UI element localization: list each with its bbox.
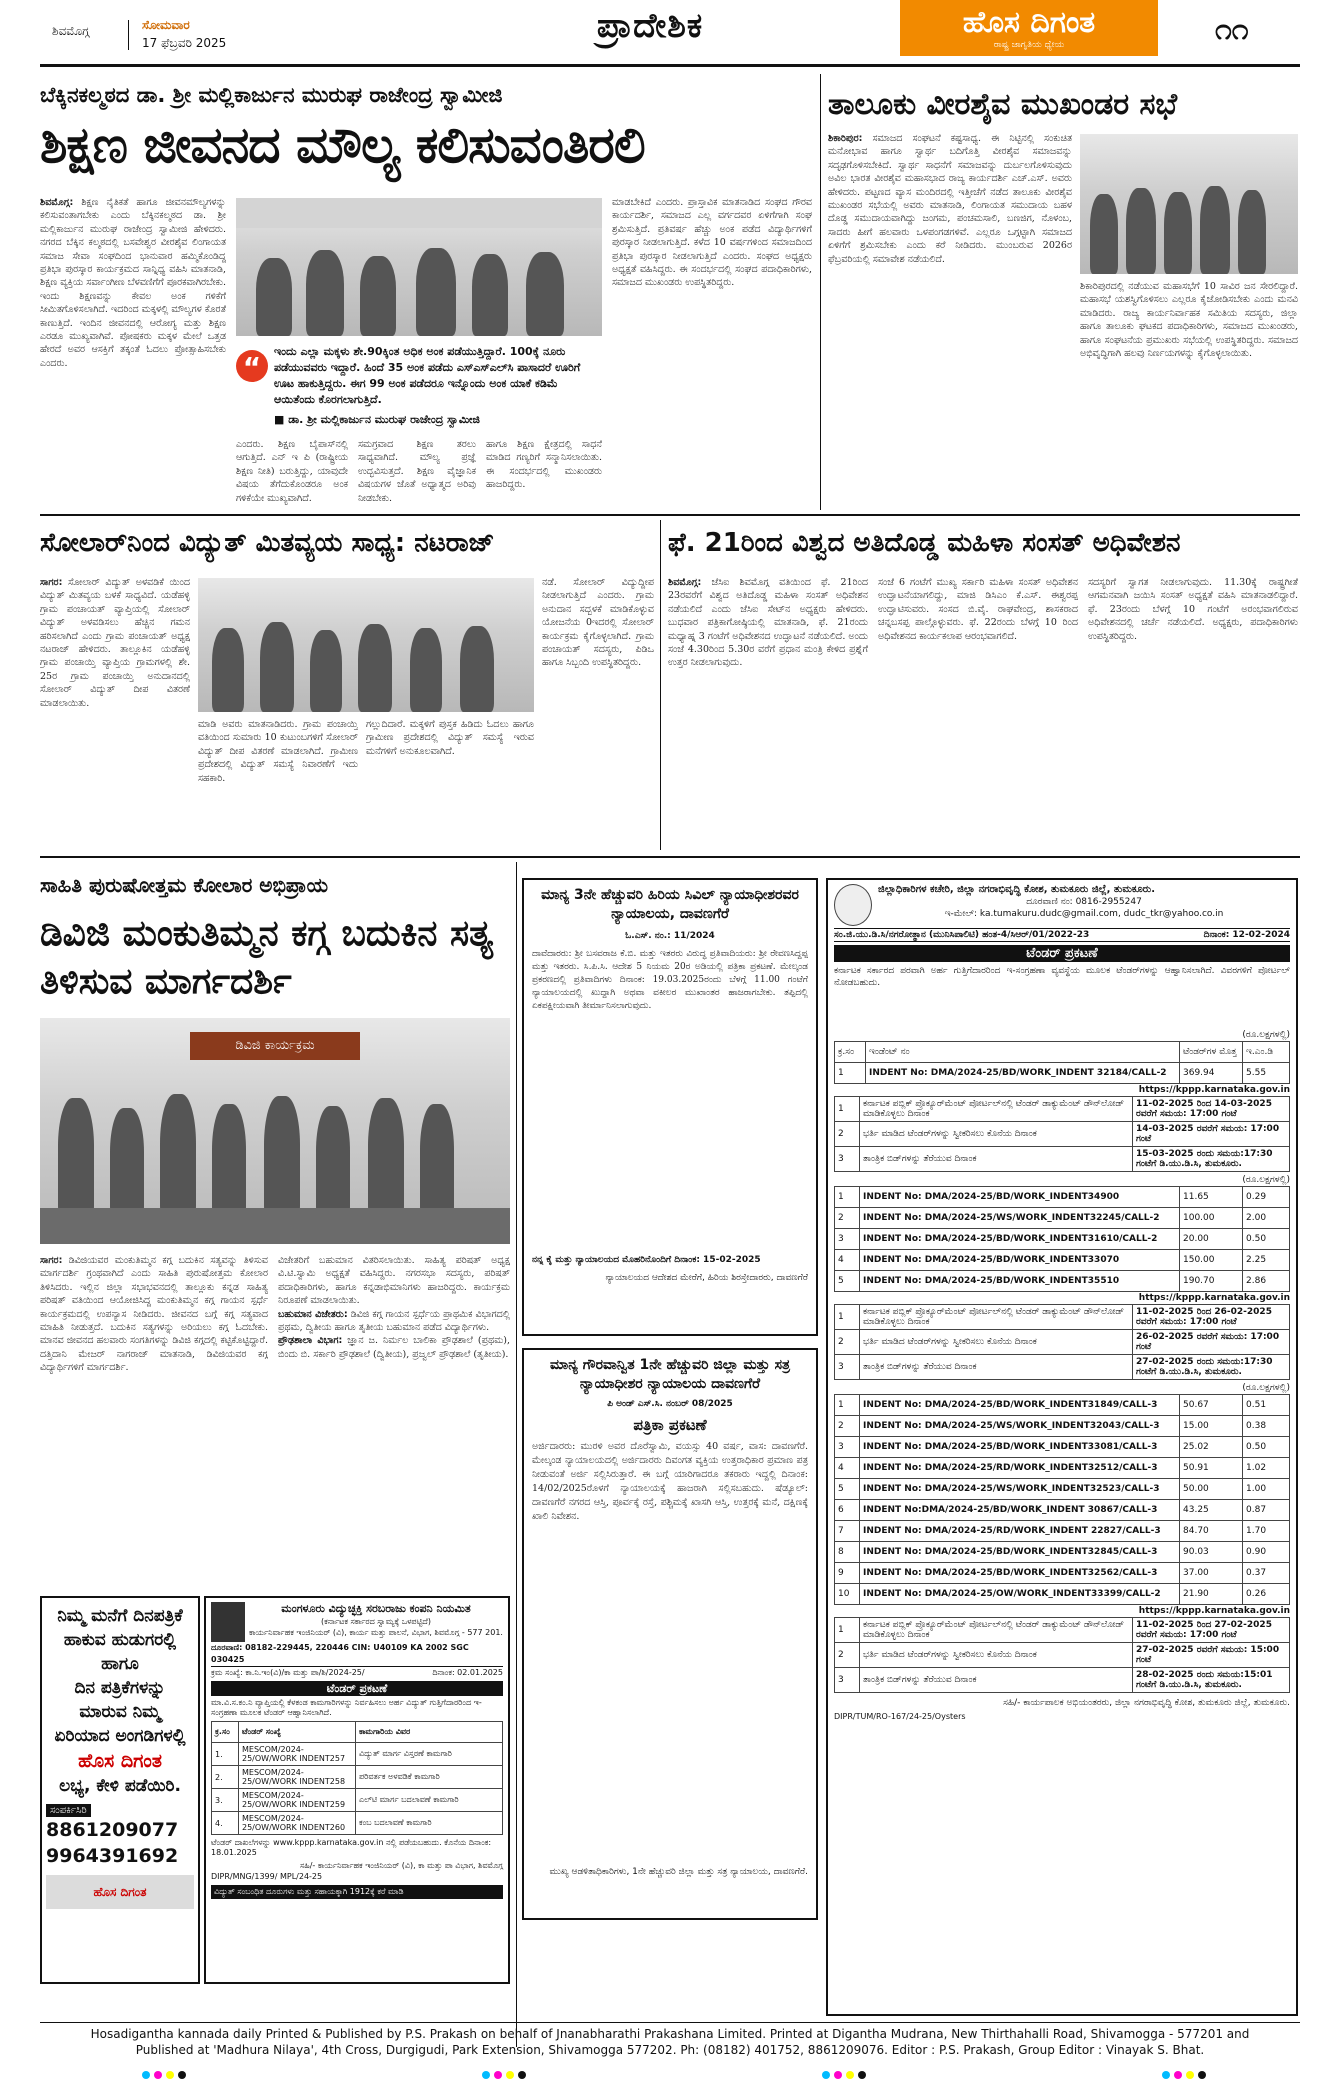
table-cell: 2 <box>835 1416 860 1437</box>
ad-line-7: ಲಭ್ಯ, ಕೇಳಿ ಪಡೆಯಿರಿ. <box>59 1776 181 1796</box>
story3-col2: ಮಾಡಿ ಅವರು ಮಾತನಾಡಿದರು. ಗ್ರಾಮ ಪಂಚಾಯ್ತಿ ವತಿಯಿಂದ ಸುಮಾರು 10 ಕುಟುಂಬಗಳಿಗೆ ಸೋಲಾರ್ ವಿದ್ಯುತ್ ದೀಪ ವಿತರಣೆ ಮಾಡಲಾಗಿದೆ. ಗ್ರಾಮೀಣ ಪ್ರದೇಶದಲ್ಲಿ ವಿದ್ಯುತ್ ಸಮಸ್ಯೆ ನಿವಾರಣೆಗೆ ಇದು ಸಹಕಾರಿ. <box>198 719 358 784</box>
table-cell: 190.70 <box>1180 1271 1243 1292</box>
table-cell: 0.29 <box>1243 1187 1290 1208</box>
table-row: 1 INDENT No: DMA/2024-25/BD/WORK_INDENT 32184/CALL-2 369.94 5.55 <box>835 1063 1290 1084</box>
table-row <box>212 1789 503 1812</box>
table-row <box>835 1643 1290 1668</box>
table-cell: 2 <box>835 1643 860 1668</box>
story1-col1: ಶಿವಮೊಗ್ಗ: ಶಿಕ್ಷಣ ನೈತಿಕತೆ ಹಾಗೂ ಜೀವನಮೌಲ್ಯಗಳನ್ನು ಕಲಿಸುವಂತಾಗಬೇಕು ಎಂದು ಬೆಕ್ಕಿನಕಲ್ಮಠದ ಡಾ. ಶ್ರೀ ಮಲ್ಲಿಕಾರ್ಜುನ ಮುರುಘ ರಾಜೇಂದ್ರ ಸ್ವಾಮೀಜಿ ಹೇಳಿದರು. ನಗರದ ಬೆಕ್ಕಿನ ಕಲ್ಮಠದಲ್ಲಿ ಬಸವೇಶ್ವರ ವೀರಶೈವ ಲಿಂಗಾಯತ ಸಮಾಜ ಸೇವಾ ಸಂಘದಿಂದ ಭಾನುವಾರ ಹಮ್ಮಿಕೊಂಡಿದ್ದ ಪ್ರತಿಭಾ ಪುರಸ್ಕಾರ ಕಾರ್ಯಕ್ರಮದ ಸಾನ್ನಿಧ್ಯ ವಹಿಸಿ ಮಾತನಾಡಿ, ಶಿಕ್ಷಣ ವ್ಯಕ್ತಿಯ ಸರ್ವಾಂಗೀಣ ಬೆಳವಣಿಗೆಗೆ ಪೂರಕವಾಗಿರಬೇಕು. ಇಂದು ಶಿಕ್ಷಣವನ್ನು ಕೇವಲ ಅಂಕ ಗಳಿಕೆಗೆ ಸೀಮಿತಗೊಳಿಸಲಾಗಿದೆ. ಇದರಿಂದ ಮಕ್ಕಳಲ್ಲಿ ಮೌಲ್ಯಗಳ ಕೊರತೆ ಕಾಣುತ್ತಿದೆ. ಇಂದಿನ ಜೀವನದಲ್ಲಿ ಆರೋಗ್ಯ ಮತ್ತು ಶಿಕ್ಷಣ ಎರಡೂ ಮುಖ್ಯವಾಗಿವೆ. ಪೋಷಕರು ಮಕ್ಕಳ ಮೇಲೆ ಒತ್ತಡ ಹೇರದೆ ಅವರ ಆಸಕ್ತಿಗೆ ತಕ್ಕಂತೆ ಓದಲು ಪ್ರೋತ್ಸಾಹಿಸಬೇಕು ಎಂದರು. <box>40 197 226 369</box>
court-notice-2 <box>522 1348 818 1920</box>
ad-line-3: ಹಾಗೂ <box>101 1654 139 1674</box>
story2-dateline: ಶಿಕಾರಿಪುರ: <box>828 133 863 144</box>
paper-tagline: ರಾಷ್ಟ್ರ ಜಾಗೃತಿಯ ಧ್ಯೇಯ <box>993 40 1065 50</box>
registration-marks <box>1160 2064 1208 2083</box>
story4-col2: ಸಂಜೆ 6 ಗಂಟೆಗೆ ಮುಖ್ಯ ಸರ್ಕಾರಿ ಮಹಿಳಾ ಸಂಸತ್ ಅಧಿವೇಶನ ಉದ್ಘಾಟನೆಯಾಗಲಿದ್ದು, ಮಾಜಿ ಡಿಸಿಎಂ ಕೆ.ಎಸ್. ಈಶ್ವರಪ್ಪ ಉದ್ಘಾಟಿಸುವರು. ಸಂಸದ ಬಿ.ವೈ. ರಾಘವೇಂದ್ರ, ಶಾಸಕರಾದ ಚನ್ನಬಸಪ್ಪ ಪಾಲ್ಗೊಳ್ಳುವರು. ಫೆ. 22ರಂದು ಬೆಳಗ್ಗೆ 10 ರಿಂದ ಅಧಿವೇಶನದ ಕಾರ್ಯಕಲಾಪ ಆರಂಭವಾಗಲಿದೆ. <box>878 577 1078 642</box>
mescom-table <box>211 1721 503 1835</box>
story3-col1: ಸಾಗರ: ಸೋಲಾರ್ ವಿದ್ಯುತ್ ಅಳವಡಿಕೆ ಯಿಂದ ವಿದ್ಯುತ್ ಮಿತವ್ಯಯ ಬಳಕೆ ಸಾಧ್ಯವಿದೆ. ಯಡೆಹಳ್ಳಿ ಗ್ರಾಮ ಪಂಚಾಯತ್ ವ್ಯಾಪ್ತಿಯಲ್ಲಿ ಸೋಲಾರ್ ವಿದ್ಯುತ್ ಅಳವಡಿಸಲು ಹೆಚ್ಚಿನ ಗಮನ ಹರಿಸಲಾಗಿದೆ ಎಂದು ಗ್ರಾಮ ಪಂಚಾಯತ್ ಅಧ್ಯಕ್ಷ ನಟರಾಜ್ ಹೇಳಿದರು. ತಾಲ್ಲೂಕಿನ ಯಡೆಹಳ್ಳಿ ಗ್ರಾಮ ಪಂಚಾಯ್ತಿ ವ್ಯಾಪ್ತಿಯ ಗ್ರಾಮಗಳಲ್ಲಿ ಶೇ. 25ರ ಗ್ರಾಮ ಪಂಚಾಯ್ತಿ ಅನುದಾನದಲ್ಲಿ ಸೋಲಾರ್ ವಿದ್ಯುತ್ ದೀಪ ವಿತರಣೆ ಮಾಡಲಾಯಿತು. <box>40 577 190 709</box>
mescom-title: ಟೆಂಡರ್ ಪ್ರಕಟಣೆ <box>211 1681 503 1696</box>
table-row <box>835 1147 1290 1172</box>
table-cell: 4 <box>835 1458 860 1479</box>
table-row <box>835 1618 1290 1643</box>
table-cell: ಭರ್ತಿ ಮಾಡಿದ ಟೆಂಡರ್‌ಗಳನ್ನು ಸ್ವೀಕರಿಸಲು ಕೊನೆಯ ದಿನಾಂಕ <box>860 1643 1133 1668</box>
tender-ref-date: ದಿನಾಂಕ: 12-02-2024 <box>1203 930 1290 940</box>
story3-dateline: ಸಾಗರ: <box>40 577 63 588</box>
pull-quote-source: ■ ಡಾ. ಶ್ರೀ ಮಲ್ಲಿಕಾರ್ಜುನ ಮುರುಘ ರಾಜೇಂದ್ರ ಸ್ವಾಮೀಜಿ <box>274 413 480 426</box>
tender-dates-2 <box>834 1304 1290 1380</box>
story3-col4: ನಡೆ. ಸೋಲಾರ್ ವಿದ್ಯುದ್ದೀಪ ನೀಡಲಾಗುತ್ತಿದೆ ಎಂದರು. ಗ್ರಾಮ ಅನುದಾನ ಸದ್ಬಳಕೆ ಮಾಡಿಕೊಳ್ಳುವ ಯೋಜನೆಯ 0ಇದರಲ್ಲಿ ಸೋಲಾರ್ ಕಾರ್ಯಕ್ರಮ ಕೈಗೊಳ್ಳಲಾಗಿದೆ. ಗ್ರಾಮ ಪಂಚಾಯತ್ ಸದಸ್ಯರು, ಪಿಡಿಒ ಹಾಗೂ ಸಿಬ್ಬಂದಿ ಉಪಸ್ಥಿತರಿದ್ದರು. <box>542 577 654 669</box>
table-cell: 15-03-2025 ರಂದು ಸಮಯ:17:30 ಗಂಟೆಗೆ ಡಿ.ಯು.ಡಿ.ಸಿ, ತುಮಕೂರು. <box>1133 1147 1290 1172</box>
header-date: 17 ಫೆಬ್ರವರಿ 2025 <box>142 36 227 50</box>
table-row <box>835 1437 1290 1458</box>
story1-headline: ಶಿಕ್ಷಣ ಜೀವನದ ಮೌಲ್ಯ ಕಲಿಸುವಂತಿರಲಿ <box>40 116 645 174</box>
table-cell: ಕರ್ನಾಟಕ ಪಬ್ಲಿಕ್ ಪ್ರೊಕ್ಯೂರ್‌ಮೆಂಟ್ ಪೋರ್ಟಲ್‌ನಲ್ಲಿ ಟೆಂಡರ್ ಡಾಕ್ಯುಮೆಂಟ್ ಡೌನ್‌ಲೋಡ್ ಮಾಡಿಕೊಳ್ಳಲು ದಿನಾಂಕ <box>860 1305 1133 1330</box>
table-cell: 8 <box>835 1542 860 1563</box>
table-cell: 11-02-2025 ರಿಂದ 26-02-2025 ರವರೆಗೆ ಸಮಯ: 17:00 ಗಂಟೆ <box>1133 1305 1290 1330</box>
table-cell: 3 <box>835 1147 860 1172</box>
quote-mark-icon: “ <box>236 350 268 382</box>
table-cell: 0.26 <box>1243 1584 1290 1605</box>
table-cell: INDENT No: DMA/2024-25/BD/WORK_INDENT33081/CALL-3 <box>860 1437 1180 1458</box>
story4-dateline: ಶಿವಮೊಗ್ಗ: <box>668 577 702 588</box>
mescom-footer-note: ಟೆಂಡರ್ ದಾಖಲೆಗಳನ್ನು www.kppp.karnataka.gov.in ನಲ್ಲಿ ಪಡೆಯಬಹುದು. ಕೊನೆಯ ದಿನಾಂಕ: 18.01.2025 <box>211 1838 492 1857</box>
table-header-cell: ಕಾಮಗಾರಿಯ ವಿವರ <box>356 1722 503 1743</box>
header-rule <box>40 64 1300 67</box>
ad-line-1: ನಿಮ್ಮ ಮನೆಗೆ ದಿನಪತ್ರಿಕೆ <box>57 1606 183 1626</box>
table-cell: 1. <box>212 1743 239 1766</box>
mescom-ref: ಕ್ರಮ ಸಂಖ್ಯೆ: ಕಾ.ನಿ.ಇಂ(ವಿ)/ಕಾ ಮತ್ತು ಪಾ/ಶಿ/2024-25/ <box>211 1668 365 1677</box>
table-cell: ಕಂಬ ಬದಲಾವಣೆ ಕಾಮಗಾರಿ <box>356 1812 503 1835</box>
story-veerashaiva <box>828 72 1298 510</box>
table-cell: INDENT No: DMA/2024-25/BD/WORK_INDENT31610/CALL-2 <box>860 1229 1180 1250</box>
house-ad <box>40 1596 200 1984</box>
winners-title-2: ಪ್ರೌಢಶಾಲಾ ವಿಭಾಗ: <box>278 1335 343 1347</box>
table-cell: INDENT No: DMA/2024-25/BD/WORK_INDENT31849/CALL-3 <box>860 1395 1180 1416</box>
table-cell: 1.00 <box>1243 1479 1290 1500</box>
table-cell: 3 <box>835 1437 860 1458</box>
table-cell: INDENT No: DMA/2024-25/BD/WORK_INDENT32562/CALL-3 <box>860 1563 1180 1584</box>
story-dvg <box>40 862 510 1588</box>
table-row <box>835 1250 1290 1271</box>
header-day: ಸೋಮವಾರ <box>142 18 190 32</box>
table-cell: 4 <box>835 1250 860 1271</box>
table-row <box>835 1458 1290 1479</box>
table-row <box>835 1563 1290 1584</box>
table-cell: 11.65 <box>1180 1187 1243 1208</box>
story1-col2: ಮಾಡಬೇಕಿದೆ ಎಂದರು. ಪ್ರಾಸ್ತಾವಿಕ ಮಾತನಾಡಿದ ಸಂಘದ ಗೌರವ ಕಾರ್ಯದರ್ಶಿ, ಸಮಾಜದ ಎಲ್ಲ ವರ್ಗದವರ ಏಳಿಗೆಗಾಗಿ ಸಂಘ ಶ್ರಮಿಸುತ್ತಿದೆ. ಪ್ರತಿವರ್ಷ ಹೆಚ್ಚು ಅಂಕ ಪಡೆದ ವಿದ್ಯಾರ್ಥಿಗಳಿಗೆ ಪುರಸ್ಕಾರ ನೀಡಲಾಗುತ್ತಿದೆ. ಕಳೆದ 10 ವರ್ಷಗಳಿಂದ ಸಮಾಜದಿಂದ ಪ್ರತಿಭಾ ಪುರಸ್ಕಾರ ನೀಡಲಾಗುತ್ತಿದೆ ಎಂದರು. ಸಂಘದ ಅಧ್ಯಕ್ಷರು ಅಧ್ಯಕ್ಷತೆ ವಹಿಸಿದ್ದರು. ಈ ಸಂದರ್ಭದಲ್ಲಿ ಸಂಘದ ಪದಾಧಿಕಾರಿಗಳು, ಸಮಾಜದ ಮುಖಂಡರು ಉಪಸ್ಥಿತರಿದ್ದರು. <box>612 197 812 289</box>
tender-unit: (ರೂ.ಲಕ್ಷಗಳಲ್ಲಿ) <box>1242 1030 1290 1040</box>
table-row <box>835 1542 1290 1563</box>
table-cell: 0.50 <box>1243 1229 1290 1250</box>
table-row <box>835 1668 1290 1693</box>
story1-col5: ಹಾಗೂ ಶಿಕ್ಷಣ ಕ್ಷೇತ್ರದಲ್ಲಿ ಸಾಧನೆ ಮಾಡಿದ ಗಣ್ಯರಿಗೆ ಸನ್ಮಾನಿಸಲಾಯಿತು. ಈ ಸಂದರ್ಭದಲ್ಲಿ ಮುಖಂಡರು ಹಾಜರಿದ್ದರು. <box>486 439 602 491</box>
govt-emblem-icon <box>834 884 872 926</box>
table-cell: 27-02-2025 ರವರೆಗೆ ಸಮಯ: 15:00 ಗಂಟೆ <box>1133 1643 1290 1668</box>
section-title: ಪ್ರಾದೇಶಿಕ <box>596 6 704 46</box>
table-row <box>835 1355 1290 1380</box>
court-notice-1 <box>522 878 818 1336</box>
table-header-cell: ಕ್ರ.ಸಂ <box>212 1722 239 1743</box>
table-cell: 1 <box>835 1097 860 1122</box>
tender-tumakuru: ಜಿಲ್ಲಾಧಿಕಾರಿಗಳ ಕಚೇರಿ, ಜಿಲ್ಲಾ ನಗರಾಭಿವೃದ್ಧಿ ಕೋಶ, ತುಮಕೂರು ಜಿಲ್ಲೆ, ತುಮಕೂರು. ದೂರವಾಣಿ ನಂ: 0816-2955247 ಇ-ಮೇಲ್: ka.tumakuru.dudc@gmail.com, dudc_tkr@yahoo.co.in ಸಂ.ಜಿ.ಯು.ಡಿ.ಸಿ/ನಗರೋತ್ಥಾನ (ಮುನಿಸಿಪಾಲಿಟಿ) ಹಂತ-4/ಸಿಆರ್/01/2022-23 ದಿನಾಂಕ: 12-02-2024 ಟೆಂಡರ್ ಪ್ರಕಟಣೆ ಕರ್ನಾಟಕ ಸರ್ಕಾರದ ಪರವಾಗಿ ಅರ್ಹ ಗುತ್ತಿಗೆದಾರರಿಂದ ಇ-ಸಂಗ್ರಹಣಾ ವ್ಯವಸ್ಥೆಯ ಮೂಲಕ ಟೆಂಡರ್‌ಗಳನ್ನು ಆಹ್ವಾನಿಸಲಾಗಿದೆ. ವಿವರಗಳಿಗೆ ಪೋರ್ಟಲ್ ನೋಡಬಹುದು. (ರೂ.ಲಕ್ಷಗಳಲ್ಲಿ) ಕ್ರ.ಸಂ ಇಂಡೆಂಟ್ ನಂ ಟೆಂಡರ್‌ಗಳ ಮೊತ್ತ ಇ.ಎಂ.ಡಿ 1 INDENT No: DMA/2024-25/BD/WORK_INDENT 32184/CALL-2 369.94 5.55 https://kppp.karnataka.gov.in 1 ಕರ್ನಾಟಕ ಪಬ್ಲಿಕ್ ಪ್ರೊಕ್ಯೂರ್‌ಮೆಂಟ್ ಪೋರ್ಟಲ್‌ನಲ್ಲಿ ಟೆಂಡರ್ ಡಾಕ್ಯುಮೆಂಟ್ ಡೌನ್‌ಲೋಡ್ ಮಾಡಿಕೊಳ್ಳಲು ದಿನಾಂಕ 11-02-2025 ರಿಂದ 14-03-2025 ರವರೆಗೆ ಸಮಯ: 17:00 ಗಂಟೆ 2 ಭರ್ತಿ ಮಾಡಿದ ಟೆಂಡರ್‌ಗಳನ್ನು ಸ್ವೀಕರಿಸಲು ಕೊನೆಯ ದಿನಾಂಕ 14-03-2025 ರವರೆಗೆ ಸಮಯ: 17:00 ಗಂಟೆ 3 ತಾಂತ್ರಿಕ ಬಿಡ್‌ಗಳನ್ನು ತೆರೆಯುವ ದಿನಾಂಕ 15-03-2025 ರಂದು ಸಮಯ:17:30 ಗಂಟೆಗೆ ಡಿ.ಯು.ಡಿ.ಸಿ, ತುಮಕೂರು. (ರೂ.ಲಕ್ಷಗಳಲ್ಲಿ) 1 INDENT No: DMA/2024-25/BD/WORK_INDENT34900 11.65 0.29 2 INDENT No: DMA/2024-25/WS/WORK_INDENT32245/CALL-2 100.00 2.00 3 INDENT No: DMA/2024-25/BD/WORK_INDENT31610/CALL-2 20.00 0.50 4 INDENT No: DMA/2024-25/BD/WORK_INDENT33070 150.00 2.25 5 INDENT No: DMA/2024-25/BD/WORK_INDENT35510 190.70 2.86 https://kppp.karnataka.gov.in 1 ಕರ್ನಾಟಕ ಪಬ್ಲಿಕ್ ಪ್ರೊಕ್ಯೂರ್‌ಮೆಂಟ್ ಪೋರ್ಟಲ್‌ನಲ್ಲಿ ಟೆಂಡರ್ ಡಾಕ್ಯುಮೆಂಟ್ ಡೌನ್‌ಲೋಡ್ ಮಾಡಿಕೊಳ್ಳಲು ದಿನಾಂಕ 11-02-2025 ರಿಂದ 26-02-2025 ರವರೆಗೆ ಸಮಯ: 17:00 ಗಂಟೆ 2 ಭರ್ತಿ ಮಾಡಿದ ಟೆಂಡರ್‌ಗಳನ್ನು ಸ್ವೀಕರಿಸಲು ಕೊನೆಯ ದಿನಾಂಕ 26-02-2025 ರವರೆಗೆ ಸಮಯ: 17:00 ಗಂಟೆ 3 ತಾಂತ್ರಿಕ ಬಿಡ್‌ಗಳನ್ನು ತೆರೆಯುವ ದಿನಾಂಕ 27-02-2025 ರಂದು ಸಮಯ:17:30 ಗಂಟೆಗೆ ಡಿ.ಯು.ಡಿ.ಸಿ, ತುಮಕೂರು. (ರೂ.ಲಕ್ಷಗಳಲ್ಲಿ) 1 INDENT No: DMA/2024-25/BD/WORK_INDENT31849/CALL-3 50.67 0.51 2 INDENT No: DMA/2024-25/WS/WORK_INDENT32043/CALL-3 15.00 0.38 3 INDENT No: DMA/2024-25/BD/WORK_INDENT33081/CALL-3 25.02 0.50 4 INDENT No: DMA/2024-25/RD/WORK_INDENT32512/CALL-3 50.91 1.02 5 INDENT No: DMA/2024-25/WS/WORK_INDENT32523/CALL-3 50.00 1.00 6 INDENT No:DMA/2024-25/BD/WORK_INDENT 30867/CALL-3 43.25 0.87 7 INDENT No: DMA/2024-25/RD/WORK_INDENT 22827/CALL-3 84.70 1.70 8 INDENT No: DMA/2024-25/BD/WORK_INDENT32845/CALL-3 90.03 0.90 9 INDENT No: DMA/2024-25/BD/WORK_INDENT32562/CALL-3 37.00 0.37 10 INDENT No: DMA/2024-25/OW/WORK_INDENT33399/CALL-2 21.90 0.26 https://kppp.karnataka.gov.in 1 ಕರ್ನಾಟಕ ಪಬ್ಲಿಕ್ ಪ್ರೊಕ್ಯೂರ್‌ಮೆಂಟ್ ಪೋರ್ಟಲ್‌ನಲ್ಲಿ ಟೆಂಡರ್ ಡಾಕ್ಯುಮೆಂಟ್ ಡೌನ್‌ಲೋಡ್ ಮಾಡಿಕೊಳ್ಳಲು ದಿನಾಂಕ 11-02-2025 ರಿಂದ 27-02-2025 ರವರೆಗೆ ಸಮಯ: 17:00 ಗಂಟೆ 2 ಭರ್ತಿ ಮಾಡಿದ ಟೆಂಡರ್‌ಗಳನ್ನು ಸ್ವೀಕರಿಸಲು ಕೊನೆಯ ದಿನಾಂಕ 27-02-2025 ರವರೆಗೆ ಸಮಯ: 15:00 ಗಂಟೆ 3 ತಾಂತ್ರಿಕ ಬಿಡ್‌ಗಳನ್ನು ತೆರೆಯುವ ದಿನಾಂಕ 28-02-2025 ರಂದು ಸಮಯ:15:01 ಗಂಟೆಗೆ ಡಿ.ಯು.ಡಿ.ಸಿ, ತುಮಕೂರು. ಸಹಿ/- ಕಾರ್ಯಪಾಲಕ ಅಭಿಯಂತರರು, ಜಿಲ್ಲಾ ನಗರಾಭಿವೃದ್ಧಿ ಕೋಶ, ತುಮಕೂರು ಜಿಲ್ಲೆ, ತುಮಕೂರು. DIPR/TUM/RO-167/24-25/Oysters <box>826 878 1298 2016</box>
winners-title-1: ಬಹುಮಾನ ವಿಜೇತರು: <box>278 1308 348 1320</box>
table-row <box>835 1208 1290 1229</box>
table-header-cell: ಟೆಂಡರ್ ಸಂಖ್ಯೆ <box>239 1722 356 1743</box>
ad-line-2: ಹಾಕುವ ಹುಡುಗರಲ್ಲಿ <box>63 1630 177 1650</box>
table-cell: 2.00 <box>1243 1208 1290 1229</box>
table-cell: INDENT No: DMA/2024-25/BD/WORK_INDENT34900 <box>860 1187 1180 1208</box>
story1-dateline: ಶಿವಮೊಗ್ಗ: <box>40 197 74 208</box>
mescom-helpline: ವಿದ್ಯುತ್ ಸಂಬಂಧಿತ ದೂರುಗಳು ಮತ್ತು ಸಹಾಯಕ್ಕಾಗಿ 1912ಕ್ಕೆ ಕರೆ ಮಾಡಿ <box>211 1885 503 1899</box>
table-row <box>835 1416 1290 1437</box>
tender-phone: ದೂರವಾಣಿ ನಂ: 0816-2955247 <box>1026 897 1142 907</box>
table-cell: 0.51 <box>1243 1395 1290 1416</box>
photo-banner: ಡಿವಿಜಿ ಕಾರ್ಯಕ್ರಮ <box>190 1032 360 1060</box>
table-cell: 2 <box>835 1122 860 1147</box>
mescom-logo-icon <box>211 1602 245 1642</box>
notice1-body: ದಾವೆದಾರರು: ಶ್ರೀ ಬಸವರಾಜ ಕೆ.ಬಿ. ಮತ್ತು ಇತರರು ವಿರುದ್ಧ ಪ್ರತಿವಾದಿಯರು: ಶ್ರೀ ರೇವಣಸಿದ್ದಪ್ಪ ಮತ್ತು ಇತರರು. ಸಿ.ಪಿ.ಸಿ. ಆದೇಶ 5 ನಿಯಮ 20ರ ಅಡಿಯಲ್ಲಿ ಪತ್ರಿಕಾ ಪ್ರಕಟಣೆ. ಮೇಲ್ಕಂಡ ಪ್ರಕರಣದಲ್ಲಿ ಪ್ರತಿವಾದಿಗಳು ದಿನಾಂಕ: 19.03.2025ರಂದು ಬೆಳಗ್ಗೆ 11.00 ಗಂಟೆಗೆ ನ್ಯಾಯಾಲಯದಲ್ಲಿ ಖುದ್ದಾಗಿ ಅಥವಾ ವಕೀಲರ ಮುಖಾಂತರ ಹಾಜರಾಗಬೇಕು. ತಪ್ಪಿದಲ್ಲಿ ಏಕಪಕ್ಷೀಯವಾಗಿ ತೀರ್ಮಾನಿಸಲಾಗುವುದು. <box>532 949 808 1011</box>
story1-col3: ಎಂದರು. ಶಿಕ್ಷಣ ಬೈಪಾಸ್‌ನಲ್ಲಿ ಆಗುತ್ತಿದೆ. ಎನ್ ಇ ಪಿ (ರಾಷ್ಟ್ರೀಯ ಶಿಕ್ಷಣ ನೀತಿ) ಬರುತ್ತಿದ್ದು, ಯಾವುದೇ ವಿಷಯ ತೆಗೆದುಕೊಂಡರೂ ಅಂಕ ಗಳಿಕೆಯೇ ಮುಖ್ಯವಾಗಿದೆ. <box>236 439 348 504</box>
table-cell: INDENT No: DMA/2024-25/WS/WORK_INDENT32043/CALL-3 <box>860 1416 1180 1437</box>
tender-intro: ಕರ್ನಾಟಕ ಸರ್ಕಾರದ ಪರವಾಗಿ ಅರ್ಹ ಗುತ್ತಿಗೆದಾರರಿಂದ ಇ-ಸಂಗ್ರಹಣಾ ವ್ಯವಸ್ಥೆಯ ಮೂಲಕ ಟೆಂಡರ್‌ಗಳನ್ನು ಆಹ್ವಾನಿಸಲಾಗಿದೆ. ವಿವರಗಳಿಗೆ ಪೋರ್ಟಲ್ ನೋಡಬಹುದು. <box>834 966 1290 988</box>
table-cell: 11-02-2025 ರಿಂದ 27-02-2025 ರವರೆಗೆ ಸಮಯ: 17:00 ಗಂಟೆ <box>1133 1618 1290 1643</box>
ad-contact-label: ಸಂಪರ್ಕಿಸಿರಿ <box>46 1804 91 1817</box>
table-row <box>835 1584 1290 1605</box>
table-cell: 0.38 <box>1243 1416 1290 1437</box>
table-cell: 11-02-2025 ರಿಂದ 14-03-2025 ರವರೆಗೆ ಸಮಯ: 17:00 ಗಂಟೆ <box>1133 1097 1290 1122</box>
table-cell: ಭರ್ತಿ ಮಾಡಿದ ಟೆಂಡರ್‌ಗಳನ್ನು ಸ್ವೀಕರಿಸಲು ಕೊನೆಯ ದಿನಾಂಕ <box>860 1122 1133 1147</box>
table-cell: 9 <box>835 1563 860 1584</box>
ad-line-4: ದಿನ ಪತ್ರಿಕೆಗಳನ್ನು <box>74 1678 166 1698</box>
table-cell: 14-03-2025 ರವರೆಗೆ ಸಮಯ: 17:00 ಗಂಟೆ <box>1133 1122 1290 1147</box>
ad-footer-strip <box>46 1875 194 1909</box>
ad-phone-2: 9964391692 <box>46 1845 179 1867</box>
table-cell: 3 <box>835 1355 860 1380</box>
table-row <box>835 1479 1290 1500</box>
table-cell: 0.37 <box>1243 1563 1290 1584</box>
paper-name: ಹೊಸ ದಿಗಂತ <box>962 5 1096 40</box>
story1-col4: ಸಮಗ್ರವಾದ ಶಿಕ್ಷಣ ತರಲು ಸಾಧ್ಯವಾಗಿದೆ. ಮೌಲ್ಯ ಪ್ರಜ್ಞೆ ಉದ್ಭವಿಸುತ್ತದೆ. ಶಿಕ್ಷಣ ವೈಜ್ಞಾನಿಕ ವಿಷಯಗಳ ಜೊತೆ ಅಧ್ಯಾತ್ಮದ ಅರಿವು ನೀಡಬೇಕು. <box>358 439 476 504</box>
table-row <box>835 1122 1290 1147</box>
notice2-sign: ಮುಖ್ಯ ಆಡಳಿತಾಧಿಕಾರಿಗಳು, 1ನೇ ಹೆಚ್ಚುವರಿ ಜಿಲ್ಲಾ ಮತ್ತು ಸತ್ರ ನ್ಯಾಯಾಲಯ, ದಾವಣಗೆರೆ. <box>549 1867 808 1877</box>
table-cell: 21.90 <box>1180 1584 1243 1605</box>
table-row <box>835 1229 1290 1250</box>
mescom-dipr: DIPR/MNG/1399/ MPL/24-25 <box>211 1872 323 1881</box>
tender-dipr: DIPR/TUM/RO-167/24-25/Oysters <box>834 1712 966 1721</box>
table-cell: ಎಲ್‌ಟಿ ಮಾರ್ಗ ಬದಲಾವಣೆ ಕಾಮಗಾರಿ <box>356 1789 503 1812</box>
table-cell: MESCOM/2024-25/OW/WORK INDENT257 <box>239 1743 356 1766</box>
table-cell: 1.02 <box>1243 1458 1290 1479</box>
story-education <box>40 72 812 510</box>
table-row <box>835 1330 1290 1355</box>
ad-footer-brand: ಹೊಸ ದಿಗಂತ <box>93 1884 147 1899</box>
story3-headline: ಸೋಲಾರ್‌ನಿಂದ ವಿದ್ಯುತ್ ಮಿತವ್ಯಯ ಸಾಧ್ಯ: ನಟರಾಜ್ <box>40 528 495 558</box>
mescom-addr: ಕಾರ್ಯನಿರ್ವಾಹಕ ಇಂಜಿನಿಯರ್ (ವಿ), ಕಾರ್ಯ ಮತ್ತು ಪಾಲನೆ, ವಿಭಾಗ, ಶಿವಮೊಗ್ಗ - 577 201. <box>249 1628 503 1637</box>
table-cell: 1.70 <box>1243 1521 1290 1542</box>
table-cell: ಪರಿವರ್ತಕ ಅಳವಡಿಕೆ ಕಾಮಗಾರಿ <box>356 1766 503 1789</box>
table-cell: 2.86 <box>1243 1271 1290 1292</box>
story4-col1: ಶಿವಮೊಗ್ಗ: ಜೆಸಿಐ ಶಿವಮೊಗ್ಗ ವತಿಯಿಂದ ಫೆ. 21ರಿಂದ 23ರವರೆಗೆ ವಿಶ್ವದ ಅತಿದೊಡ್ಡ ಮಹಿಳಾ ಸಂಸತ್ ಅಧಿವೇಶನ ನಡೆಯಲಿದೆ ಎಂದು ಜೆಸಿಐ ಸೇಟ್‌ನ ಅಧ್ಯಕ್ಷರು ಹೇಳಿದರು. ಬುಧವಾರ ಪತ್ರಿಕಾಗೋಷ್ಠಿಯಲ್ಲಿ ಮಾತನಾಡಿ, ಫೆ. 21ರಂದು ಮಧ್ಯಾಹ್ನ 3 ಗಂಟೆಗೆ ಅಧಿವೇಶನದ ಉದ್ಘಾಟನೆ ನಡೆಯಲಿದೆ. ಅಂದು ಸಂಜೆ 4.30ರಿಂದ 5.30ರ ವರೆಗೆ ಪ್ರಧಾನ ಮಂತ್ರಿ ಕೇಳಿದ ಪ್ರಶ್ನೆಗೆ ಉತ್ತರ ನೀಡಲಾಗುವುದು. <box>668 577 868 669</box>
story5-photo <box>40 1018 510 1244</box>
story5-kicker: ಸಾಹಿತಿ ಪುರುಷೋತ್ತಮ ಕೋಲಾರ ಅಭಿಪ್ರಾಯ <box>40 873 329 897</box>
table-cell: 100.00 <box>1180 1208 1243 1229</box>
story-women-parliament <box>668 518 1298 850</box>
notice2-sub: ಪತ್ರಿಕಾ ಪ್ರಕಟಣೆ <box>633 1416 707 1434</box>
table-row <box>835 1500 1290 1521</box>
table-cell: INDENT No: DMA/2024-25/RD/WORK_INDENT 22827/CALL-3 <box>860 1521 1180 1542</box>
table-cell: 5 <box>835 1271 860 1292</box>
table-cell: INDENT No: DMA/2024-25/BD/WORK_INDENT32845/CALL-3 <box>860 1542 1180 1563</box>
notice1-case: ಓ.ಎಸ್. ನಂ.: 11/2024 <box>625 931 715 941</box>
table-cell: 1 <box>835 1618 860 1643</box>
table-cell: 150.00 <box>1180 1250 1243 1271</box>
table-cell: 26-02-2025 ರವರೆಗೆ ಸಮಯ: 17:00 ಗಂಟೆ <box>1133 1330 1290 1355</box>
table-cell: 50.91 <box>1180 1458 1243 1479</box>
tender-dates-1 <box>834 1096 1290 1172</box>
table-cell: 1 <box>835 1305 860 1330</box>
tender-ref: ಸಂ.ಜಿ.ಯು.ಡಿ.ಸಿ/ನಗರೋತ್ಥಾನ (ಮುನಿಸಿಪಾಲಿಟಿ) ಹಂತ-4/ಸಿಆರ್/01/2022-23 <box>834 930 1090 940</box>
story1-kicker: ಬೆಕ್ಕಿನಕಲ್ಮಠದ ಡಾ. ಶ್ರೀ ಮಲ್ಲಿಕಾರ್ಜುನ ಮುರುಘ ರಾಜೇಂದ್ರ ಸ್ವಾಮೀಜಿ <box>40 83 503 107</box>
story4-col3: ಸದಸ್ಯರಿಗೆ ಸ್ವಾಗತ ನೀಡಲಾಗುವುದು. 11.30ಕ್ಕೆ ರಾಷ್ಟ್ರಗೀತೆ ಆಗಮನವಾಗಿ ಜಯಿಸಿ ಸಂಸತ್ ಅಧ್ಯಕ್ಷತೆ ವಹಿಸಿ ಮಾತನಾಡಲಿದ್ದಾರೆ. ಫೆ. 23ರಂದು ಬೆಳಗ್ಗೆ 10 ಗಂಟೆಗೆ ಅರಂಭವಾಗಲಿರುವ ಅಧಿವೇಶನದಲ್ಲಿ ಚರ್ಚೆ ನಡೆಯಲಿದೆ. ಅಧ್ಯಕ್ಷರು, ಪದಾಧಿಕಾರಿಗಳು ಉಪಸ್ಥಿತರಿದ್ದರು. <box>1088 577 1298 642</box>
table-cell: 0.90 <box>1243 1542 1290 1563</box>
portal-link-3[interactable]: https://kppp.karnataka.gov.in <box>1138 1606 1290 1616</box>
story5-col1: ಸಾಗರ: ಡಿವಿಜಿಯವರ ಮಂಕುತಿಮ್ಮನ ಕಗ್ಗ ಬದುಕಿನ ಸತ್ಯವನ್ನು ತಿಳಿಸುವ ಮಾರ್ಗದರ್ಶಿ ಗ್ರಂಥವಾಗಿದೆ ಎಂದು ಸಾಹಿತಿ ಪುರುಷೋತ್ತಮ ಕೋಲಾರ ತಿಳಿಸಿದರು. ಇಲ್ಲಿನ ಜಿಲ್ಲಾ ಸಭಾಭವನದಲ್ಲಿ ತಾಲ್ಲೂಕು ಕನ್ನಡ ಸಾಹಿತ್ಯ ಪರಿಷತ್ ವತಿಯಿಂದ ಆಯೋಜಿಸಿದ್ದ ಮಂಕುತಿಮ್ಮನ ಕಗ್ಗ ಗಾಯನ ಸ್ಪರ್ಧೆ ಕಾರ್ಯಕ್ರಮದಲ್ಲಿ ಉಪನ್ಯಾಸ ನೀಡಿದರು. ಜೀವನದ ಬಗ್ಗೆ ಕಗ್ಗ ಸತ್ಯವಾದ ಮಾಹಿತಿ ನೀಡುತ್ತದೆ. ಬದುಕಿನ ಸತ್ಯಗಳನ್ನು ಅರಿಯಲು ಕಗ್ಗ ಓದಬೇಕು. ಮಾನವ ಜೀವನದ ಹಲವಾರು ಸಂಗತಿಗಳನ್ನು ಡಿವಿಜಿ ಕಗ್ಗದಲ್ಲಿ ಕಟ್ಟಿಕೊಟ್ಟಿದ್ದಾರೆ. ದತ್ತಿದಾನಿ ಮೇಜರ್ ನಾಗರಾಜ್ ಮಾತನಾಡಿ, ಡಿವಿಜಿಯವರ ಕಗ್ಗ ವಿದ್ಯಾರ್ಥಿಗಳಿಗೆ ಮಾರ್ಗದರ್ಶಿ. <box>40 1255 268 1374</box>
table-cell: 50.00 <box>1180 1479 1243 1500</box>
notice2-case: ಪಿ ಅಂಡ್ ಎಸ್.ಸಿ. ನಂಬರ್ 08/2025 <box>607 1399 733 1409</box>
ad-line-5: ಮಾರುವ ನಿಮ್ಮ <box>79 1702 161 1722</box>
story5-col2: ವಿಜೇತರಿಗೆ ಬಹುಮಾನ ವಿತರಿಸಲಾಯಿತು. ಸಾಹಿತ್ಯ ಪರಿಷತ್ ಅಧ್ಯಕ್ಷ ವಿ.ಟಿ.ಸ್ವಾಮಿ ಅಧ್ಯಕ್ಷತೆ ವಹಿಸಿದ್ದರು. ನಗರಸಭಾ ಸದಸ್ಯರು, ಪರಿಷತ್ ಪದಾಧಿಕಾರಿಗಳು, ಹಾಗೂ ಕನ್ನಡಾಭಿಮಾನಿಗಳು ಹಾಜರಿದ್ದರು. ಕಾರ್ಯಕ್ರಮ ನಿರೂಪಣೆ ಮಾಡಲಾಯಿತು. ಬಹುಮಾನ ವಿಜೇತರು: ಡಿವಿಜಿ ಕಗ್ಗ ಗಾಯನ ಸ್ಪರ್ಧೆಯ ಪ್ರಾಥಮಿಕ ವಿಭಾಗದಲ್ಲಿ ಪ್ರಥಮ, ದ್ವಿತೀಯ ಹಾಗೂ ತೃತೀಯ ಬಹುಮಾನ ಪಡೆದ ವಿದ್ಯಾರ್ಥಿಗಳು. ಪ್ರೌಢಶಾಲಾ ವಿಭಾಗ: ಜ್ಞಾನ ಜ. ನಿರ್ಮಲ ಬಾಲಿಕಾ ಪ್ರೌಢಶಾಲೆ (ಪ್ರಥಮ), ಬಿಂದು ಬಿ. ಸರ್ಕಾರಿ ಪ್ರೌಢಶಾಲೆ (ದ್ವಿತೀಯ), ಪ್ರಜ್ವಲ್ ಪ್ರೌಢಶಾಲೆ (ತೃತೀಯ). <box>278 1255 510 1360</box>
story1-photo <box>236 198 602 336</box>
table-cell: INDENT No: DMA/2024-25/RD/WORK_INDENT32512/CALL-3 <box>860 1458 1180 1479</box>
table-cell: MESCOM/2024-25/OW/WORK INDENT259 <box>239 1789 356 1812</box>
registration-marks <box>480 2064 528 2083</box>
table-cell: INDENT No: DMA/2024-25/WS/WORK_INDENT32523/CALL-3 <box>860 1479 1180 1500</box>
tender-table-1 <box>834 1041 1290 1084</box>
ad-phone-1: 8861209077 <box>46 1819 179 1841</box>
mescom-phone: ದೂರವಾಣಿ: 08182-229445, 220446 CIN: U40109 KA 2002 SGC 030425 <box>211 1642 503 1667</box>
tender-mescom <box>204 1596 510 1984</box>
table-cell: MESCOM/2024-25/OW/WORK INDENT260 <box>239 1812 356 1835</box>
portal-link-2[interactable]: https://kppp.karnataka.gov.in <box>1138 1293 1290 1303</box>
mescom-intro: ಮಾ.ವಿ.ಸ.ಕಂ.ನಿ ವ್ಯಾಪ್ತಿಯಲ್ಲಿ ಕೆಳಕಂಡ ಕಾಮಗಾರಿಗಳನ್ನು ನಿರ್ವಹಿಸಲು ಅರ್ಹ ವಿದ್ಯುತ್ ಗುತ್ತಿಗೆದಾರರಿಂದ ಇ-ಸಂಗ್ರಹಣಾ ಮೂಲಕ ಟೆಂಡರ್ ಆಹ್ವಾನಿಸಲಾಗಿದೆ. <box>211 1698 482 1717</box>
masthead <box>0 0 1338 64</box>
table-row <box>212 1812 503 1835</box>
ad-brand-logo: ಹೊಸ ದಿಗಂತ <box>78 1750 162 1772</box>
table-cell: 3 <box>835 1668 860 1693</box>
table-cell: ಕರ್ನಾಟಕ ಪಬ್ಲಿಕ್ ಪ್ರೊಕ್ಯೂರ್‌ಮೆಂಟ್ ಪೋರ್ಟಲ್‌ನಲ್ಲಿ ಟೆಂಡರ್ ಡಾಕ್ಯುಮೆಂಟ್ ಡೌನ್‌ಲೋಡ್ ಮಾಡಿಕೊಳ್ಳಲು ದಿನಾಂಕ <box>860 1097 1133 1122</box>
table-cell: ತಾಂತ್ರಿಕ ಬಿಡ್‌ಗಳನ್ನು ತೆರೆಯುವ ದಿನಾಂಕ <box>860 1355 1133 1380</box>
table-cell: 7 <box>835 1521 860 1542</box>
table-cell: 2 <box>835 1330 860 1355</box>
tender-email: ಇ-ಮೇಲ್: ka.tumakuru.dudc@gmail.com, dudc_tkr@yahoo.co.in <box>944 909 1224 919</box>
table-cell: 37.00 <box>1180 1563 1243 1584</box>
table-cell: 84.70 <box>1180 1521 1243 1542</box>
story3-photo <box>198 578 534 712</box>
notice2-body: ಅರ್ಜಿದಾರರು: ಮುರಳಿ ಅವರ ದೊರೆಸ್ವಾಮಿ, ವಯಸ್ಸು 40 ವರ್ಷ, ವಾಸ: ದಾವಣಗೆರೆ. ಮೇಲ್ಕಂಡ ನ್ಯಾಯಾಲಯದಲ್ಲಿ ಅರ್ಜಿದಾರರು ದಿವಂಗತ ವ್ಯಕ್ತಿಯ ಉತ್ತರಾಧಿಕಾರ ಪ್ರಮಾಣ ಪತ್ರ ನೀಡುವಂತೆ ಅರ್ಜಿ ಸಲ್ಲಿಸಿರುತ್ತಾರೆ. ಈ ಬಗ್ಗೆ ಯಾರಿಗಾದರೂ ತಕರಾರು ಇದ್ದಲ್ಲಿ ದಿನಾಂಕ: 14/02/2025ರೊಳಗೆ ನ್ಯಾಯಾಲಯಕ್ಕೆ ಹಾಜರಾಗಿ ಸಲ್ಲಿಸಬಹುದು. ಷೆಡ್ಯೂಲ್: ದಾವಣಗೆರೆ ನಗರದ ಆಸ್ತಿ, ಪೂರ್ವಕ್ಕೆ ರಸ್ತೆ, ಪಶ್ಚಿಮಕ್ಕೆ ಖಾಸಗಿ ಆಸ್ತಿ, ಉತ್ತರಕ್ಕೆ ಮನೆ, ದಕ್ಷಿಣಕ್ಕೆ ಖಾಲಿ ನಿವೇಶನ. <box>532 1441 808 1522</box>
table-cell: 20.00 <box>1180 1229 1243 1250</box>
story5-dateline: ಸಾಗರ: <box>40 1255 63 1266</box>
table-cell: 10 <box>835 1584 860 1605</box>
tender-table-2 <box>834 1186 1290 1292</box>
table-cell: INDENT No:DMA/2024-25/BD/WORK_INDENT 30867/CALL-3 <box>860 1500 1180 1521</box>
table-cell: ಭರ್ತಿ ಮಾಡಿದ ಟೆಂಡರ್‌ಗಳನ್ನು ಸ್ವೀಕರಿಸಲು ಕೊನೆಯ ದಿನಾಂಕ <box>860 1330 1133 1355</box>
pull-quote-text: ಇಂದು ಎಲ್ಲಾ ಮಕ್ಕಳು ಶೇ.90ಕ್ಕಿಂತ ಅಧಿಕ ಅಂಕ ಪಡೆಯುತ್ತಿದ್ದಾರೆ. 100ಕ್ಕೆ ನೂರು ಪಡೆಯುವವರು ಇದ್ದಾರೆ. ಹಿಂದೆ 35 ಅಂಕ ಪಡೆದು ಎಸ್‌ಎಸ್‌ಎಲ್‌ಸಿ ಪಾಸಾದರೆ ಊರಿಗೆ ಊಟ ಹಾಕುತ್ತಿದ್ದರು. ಈಗ 99 ಅಂಕ ಪಡೆದರೂ ಇನ್ನೊಂದು ಅಂಕ ಯಾಕೆ ಕಡಿಮೆ ಆಯಿತೆಂದು ಕೊರಗಲಾಗುತ್ತಿದೆ. <box>274 345 581 406</box>
table-row <box>835 1395 1290 1416</box>
table-cell: 25.02 <box>1180 1437 1243 1458</box>
ad-line-6: ಏರಿಯಾದ ಅಂಗಡಿಗಳಲ್ಲಿ <box>54 1726 186 1746</box>
story2-photo <box>1080 134 1298 274</box>
table-cell: 27-02-2025 ರಂದು ಸಮಯ:17:30 ಗಂಟೆಗೆ ಡಿ.ಯು.ಡಿ.ಸಿ, ತುಮಕೂರು. <box>1133 1355 1290 1380</box>
table-row <box>835 1271 1290 1292</box>
table-cell: ತಾಂತ್ರಿಕ ಬಿಡ್‌ಗಳನ್ನು ತೆರೆಯುವ ದಿನಾಂಕ <box>860 1668 1133 1693</box>
story2-col1: ಶಿಕಾರಿಪುರ: ಸಮಾಜದ ಸಂಘಟನೆ ಕಷ್ಟಸಾಧ್ಯ. ಈ ನಿಟ್ಟಿನಲ್ಲಿ ಸಂಕುಚಿತ ಮನೋಭಾವ ಹಾಗೂ ಸ್ವಾರ್ಥ ಬದಿಗೊತ್ತಿ ವೀರಶೈವ ಸಮಾಜವನ್ನು ಸದೃಢಗೊಳಿಸಬೇಕಿದೆ. ಸ್ವಾರ್ಥ ಸಾಧನೆಗೆ ಸಮಾಜವನ್ನು ದುರ್ಬಲಗೊಳಿಸುವುದು ಅವಿಲ ಭಾರತ ವೀರಶೈವ ಮಹಾಸಭಾದ ರಾಜ್ಯ ಕಾರ್ಯದರ್ಶಿ ಎಚ್.ಎಸ್. ಅವರು ಹೇಳಿದರು. ಪಟ್ಟಣದ ವ್ಯಾಸ ಮಂದಿರದಲ್ಲಿ ಇತ್ತೀಚೆಗೆ ನಡೆದ ತಾಲೂಕು ವೀರಶೈವ ಮುಖಂಡರ ಸಭೆಯಲ್ಲಿ ಅವರು ಮಾತನಾಡಿ, ಲಿಂಗಾಯತ ಸಮುದಾಯ ಬಹಳ ದೊಡ್ಡ ಸಮುದಾಯವಾಗಿದ್ದು ಜಂಗಮ, ಪಂಚಮಸಾಲಿ, ಬಣಜಿಗ, ನೊಳಂಬ, ಸಾದರು ಹೀಗೆ ಹಲವಾರು ಒಳಪಂಗಡಗಳಿವೆ. ಎಲ್ಲರೂ ಒಗ್ಗಟ್ಟಾಗಿ ಸಮಾಜದ ಏಳಿಗೆಗೆ ಶ್ರಮಿಸಬೇಕು ಎಂದು ಕರೆ ನೀಡಿದರು. ಮುಂಬರುವ 2026ರ ಫೆಬ್ರವರಿಯಲ್ಲಿ ಸಮಾವೇಶ ನಡೆಯಲಿದೆ. <box>828 133 1072 265</box>
table-cell: 6 <box>835 1500 860 1521</box>
table-cell: 3. <box>212 1789 239 1812</box>
table-row <box>835 1305 1290 1330</box>
notice2-title: ಮಾನ್ಯ ಗೌರವಾನ್ವಿತ 1ನೇ ಹೆಚ್ಚುವರಿ ಜಿಲ್ಲಾ ಮತ್ತು ಸತ್ರ ನ್ಯಾಯಾಧೀಶರ ನ್ಯಾಯಾಲಯ ದಾವಣಗೆರೆ <box>549 1357 791 1392</box>
story4-headline: ಫೆ. 21ರಿಂದ ವಿಶ್ವದ ಅತಿದೊಡ್ಡ ಮಹಿಳಾ ಸಂಸತ್ ಅಧಿವೇಶನ <box>668 528 1181 558</box>
story3-col3: ಗಲ್ಲುದಿದಾರೆ. ಮಕ್ಕಳಿಗೆ ಪುಸ್ತಕ ಹಿಡಿದು ಓದಲು ಹಾಗೂ ಗ್ರಾಮೀಣ ಪ್ರದೇಶದಲ್ಲಿ ವಿದ್ಯುತ್ ಸಮಸ್ಯೆ ಇರುವ ಮನೆಗಳಿಗೆ ಅನುಕೂಲವಾಗಿದೆ. <box>366 719 534 757</box>
table-cell: INDENT No: DMA/2024-25/WS/WORK_INDENT32245/CALL-2 <box>860 1208 1180 1229</box>
table-cell: 1 <box>835 1395 860 1416</box>
table-header <box>212 1722 503 1743</box>
table-row <box>212 1743 503 1766</box>
table-cell: 4. <box>212 1812 239 1835</box>
table-cell: INDENT No: DMA/2024-25/BD/WORK_INDENT35510 <box>860 1271 1180 1292</box>
registration-marks <box>140 2064 188 2083</box>
table-cell: INDENT No: DMA/2024-25/OW/WORK_INDENT33399/CALL-2 <box>860 1584 1180 1605</box>
table-header: ಕ್ರ.ಸಂ ಇಂಡೆಂಟ್ ನಂ ಟೆಂಡರ್‌ಗಳ ಮೊತ್ತ ಇ.ಎಂ.ಡಿ <box>835 1042 1290 1063</box>
table-cell: 5 <box>835 1479 860 1500</box>
table-cell: ವಿದ್ಯುತ್ ಮಾರ್ಗ ವಿಸ್ತರಣೆ ಕಾಮಗಾರಿ <box>356 1743 503 1766</box>
mescom-sign: ಸಹಿ/- ಕಾರ್ಯನಿರ್ವಾಹಕ ಇಂಜಿನಿಯರ್ (ವಿ), ಕಾ ಮತ್ತು ಪಾ ವಿಭಾಗ, ಶಿವಮೊಗ್ಗ <box>299 1861 503 1870</box>
page-number: ೧೧ <box>1215 12 1249 47</box>
paper-logo <box>900 0 1158 56</box>
notice1-title: ಮಾನ್ಯ 3ನೇ ಹೆಚ್ಚುವರಿ ಹಿರಿಯ ಸಿವಿಲ್ ನ್ಯಾಯಾಧೀಶರವರ ನ್ಯಾಯಾಲಯ, ದಾವಣಗೆರೆ <box>541 887 799 922</box>
table-cell: 15.00 <box>1180 1416 1243 1437</box>
table-cell: ತಾಂತ್ರಿಕ ಬಿಡ್‌ಗಳನ್ನು ತೆರೆಯುವ ದಿನಾಂಕ <box>860 1147 1133 1172</box>
story-solar <box>40 518 654 850</box>
portal-link-1[interactable]: https://kppp.karnataka.gov.in <box>1138 1085 1290 1095</box>
table-cell: MESCOM/2024-25/OW/WORK INDENT258 <box>239 1766 356 1789</box>
table-cell: 43.25 <box>1180 1500 1243 1521</box>
tender-dates-3 <box>834 1617 1290 1693</box>
notice1-sign: ನ್ಯಾಯಾಲಯದ ಆದೇಶದ ಮೇರೆಗೆ, ಹಿರಿಯ ಶಿರಸ್ತೇದಾರರು, ದಾವಣಗೆರೆ <box>605 1273 808 1283</box>
mescom-ref-date: ದಿನಾಂಕ: 02.01.2025 <box>432 1668 503 1677</box>
table-cell: 2. <box>212 1766 239 1789</box>
table-cell: 0.87 <box>1243 1500 1290 1521</box>
table-cell: 28-02-2025 ರಂದು ಸಮಯ:15:01 ಗಂಟೆಗೆ ಡಿ.ಯು.ಡಿ.ಸಿ, ತುಮಕೂರು. <box>1133 1668 1290 1693</box>
story1-pullquote <box>236 344 602 430</box>
print-line: Hosadigantha kannada daily Printed & Published by P.S. Prakash on behalf of Jnanabharathi Prakashana Limited. Printed at Digantha Mudrana, New Thirthahalli Road, Shivamogga - 577201 and Published at 'Madhura Nilaya', 4th Cross, Durgigudi, Park Extension, Shivamogga 577202. Ph: (08182) 401752, 8861209076. Editor : P.S. Prakash, Group Editor : Vinayak S. Bhat. <box>90 2027 1250 2057</box>
table-cell: 3 <box>835 1229 860 1250</box>
table-row <box>835 1097 1290 1122</box>
table-cell: 1 <box>835 1187 860 1208</box>
tender-table-3 <box>834 1394 1290 1605</box>
table-row <box>212 1766 503 1789</box>
tender-title: ಟೆಂಡರ್ ಪ್ರಕಟಣೆ <box>834 945 1290 962</box>
mescom-org: ಮಂಗಳೂರು ವಿದ್ಯುಚ್ಛಕ್ತಿ ಸರಬರಾಜು ಕಂಪನಿ ನಿಯಮಿತ <box>281 1602 471 1615</box>
mescom-sub: (ಕರ್ನಾಟಕ ಸರ್ಕಾರದ ಸ್ವಾಮ್ಯಕ್ಕೆ ಒಳಪಟ್ಟಿದೆ) <box>321 1617 431 1626</box>
header-location: ಶಿವಮೊಗ್ಗ <box>52 24 90 38</box>
table-cell: 2 <box>835 1208 860 1229</box>
story2-col2: ಶಿಕಾರಿಪುರದಲ್ಲಿ ನಡೆಯುವ ಮಹಾಸಭೆಗೆ 10 ಸಾವಿರ ಜನ ಸೇರಲಿದ್ದಾರೆ. ಮಹಾಸಭೆ ಯಶಸ್ವಿಗೊಳಿಸಲು ಎಲ್ಲರೂ ಕೈಜೋಡಿಸಬೇಕು ಎಂದು ಮನವಿ ಮಾಡಿದರು. ರಾಜ್ಯ ಕಾರ್ಯನಿರ್ವಾಹಕ ಸಮಿತಿಯ ಸದಸ್ಯರು, ಜಿಲ್ಲಾ ಹಾಗೂ ತಾಲೂಕು ಘಟಕದ ಪದಾಧಿಕಾರಿಗಳು, ಸಮಾಜದ ಮುಖಂಡರು, ಹಾಗೂ ಸಂಘಟನೆಯ ಪ್ರಮುಖರು ಸಭೆಯಲ್ಲಿ ಉಪಸ್ಥಿತರಿದ್ದರು. ಸಮಾಜದ ಅಭಿವೃದ್ಧಿಗಾಗಿ ಹಲವು ನಿರ್ಣಯಗಳನ್ನು ಕೈಗೊಳ್ಳಲಾಯಿತು. <box>1080 281 1298 360</box>
table-cell: 2.25 <box>1243 1250 1290 1271</box>
story5-headline: ಡಿವಿಜಿ ಮಂಕುತಿಮ್ಮನ ಕಗ್ಗ ಬದುಕಿನ ಸತ್ಯ ತಿಳಿಸುವ ಮಾರ್ಗದರ್ಶಿ <box>40 913 494 1002</box>
tender-footer: ಸಹಿ/- ಕಾರ್ಯಪಾಲಕ ಅಭಿಯಂತರರು, ಜಿಲ್ಲಾ ನಗರಾಭಿವೃದ್ಧಿ ಕೋಶ, ತುಮಕೂರು ಜಿಲ್ಲೆ, ತುಮಕೂರು. <box>1003 1698 1290 1708</box>
notice1-date: ನನ್ನ ಕೈ ಮತ್ತು ನ್ಯಾಯಾಲಯದ ಮೊಹರಿನೊಂದಿಗೆ ದಿನಾಂಕ: 15-02-2025 <box>532 1255 761 1265</box>
story2-headline: ತಾಲೂಕು ವೀರಶೈವ ಮುಖಂಡರ ಸಭೆ <box>828 87 1178 122</box>
table-cell: ಕರ್ನಾಟಕ ಪಬ್ಲಿಕ್ ಪ್ರೊಕ್ಯೂರ್‌ಮೆಂಟ್ ಪೋರ್ಟಲ್‌ನಲ್ಲಿ ಟೆಂಡರ್ ಡಾಕ್ಯುಮೆಂಟ್ ಡೌನ್‌ಲೋಡ್ ಮಾಡಿಕೊಳ್ಳಲು ದಿನಾಂಕ <box>860 1618 1133 1643</box>
table-row <box>835 1521 1290 1542</box>
table-cell: INDENT No: DMA/2024-25/BD/WORK_INDENT33070 <box>860 1250 1180 1271</box>
tender-office: ಜಿಲ್ಲಾಧಿಕಾರಿಗಳ ಕಚೇರಿ, ಜಿಲ್ಲಾ ನಗರಾಭಿವೃದ್ಧಿ ಕೋಶ, ತುಮಕೂರು ಜಿಲ್ಲೆ, ತುಮಕೂರು. <box>878 884 1156 895</box>
registration-marks <box>820 2064 868 2083</box>
table-row <box>835 1187 1290 1208</box>
table-cell: 0.50 <box>1243 1437 1290 1458</box>
table-cell: 90.03 <box>1180 1542 1243 1563</box>
table-cell: 50.67 <box>1180 1395 1243 1416</box>
